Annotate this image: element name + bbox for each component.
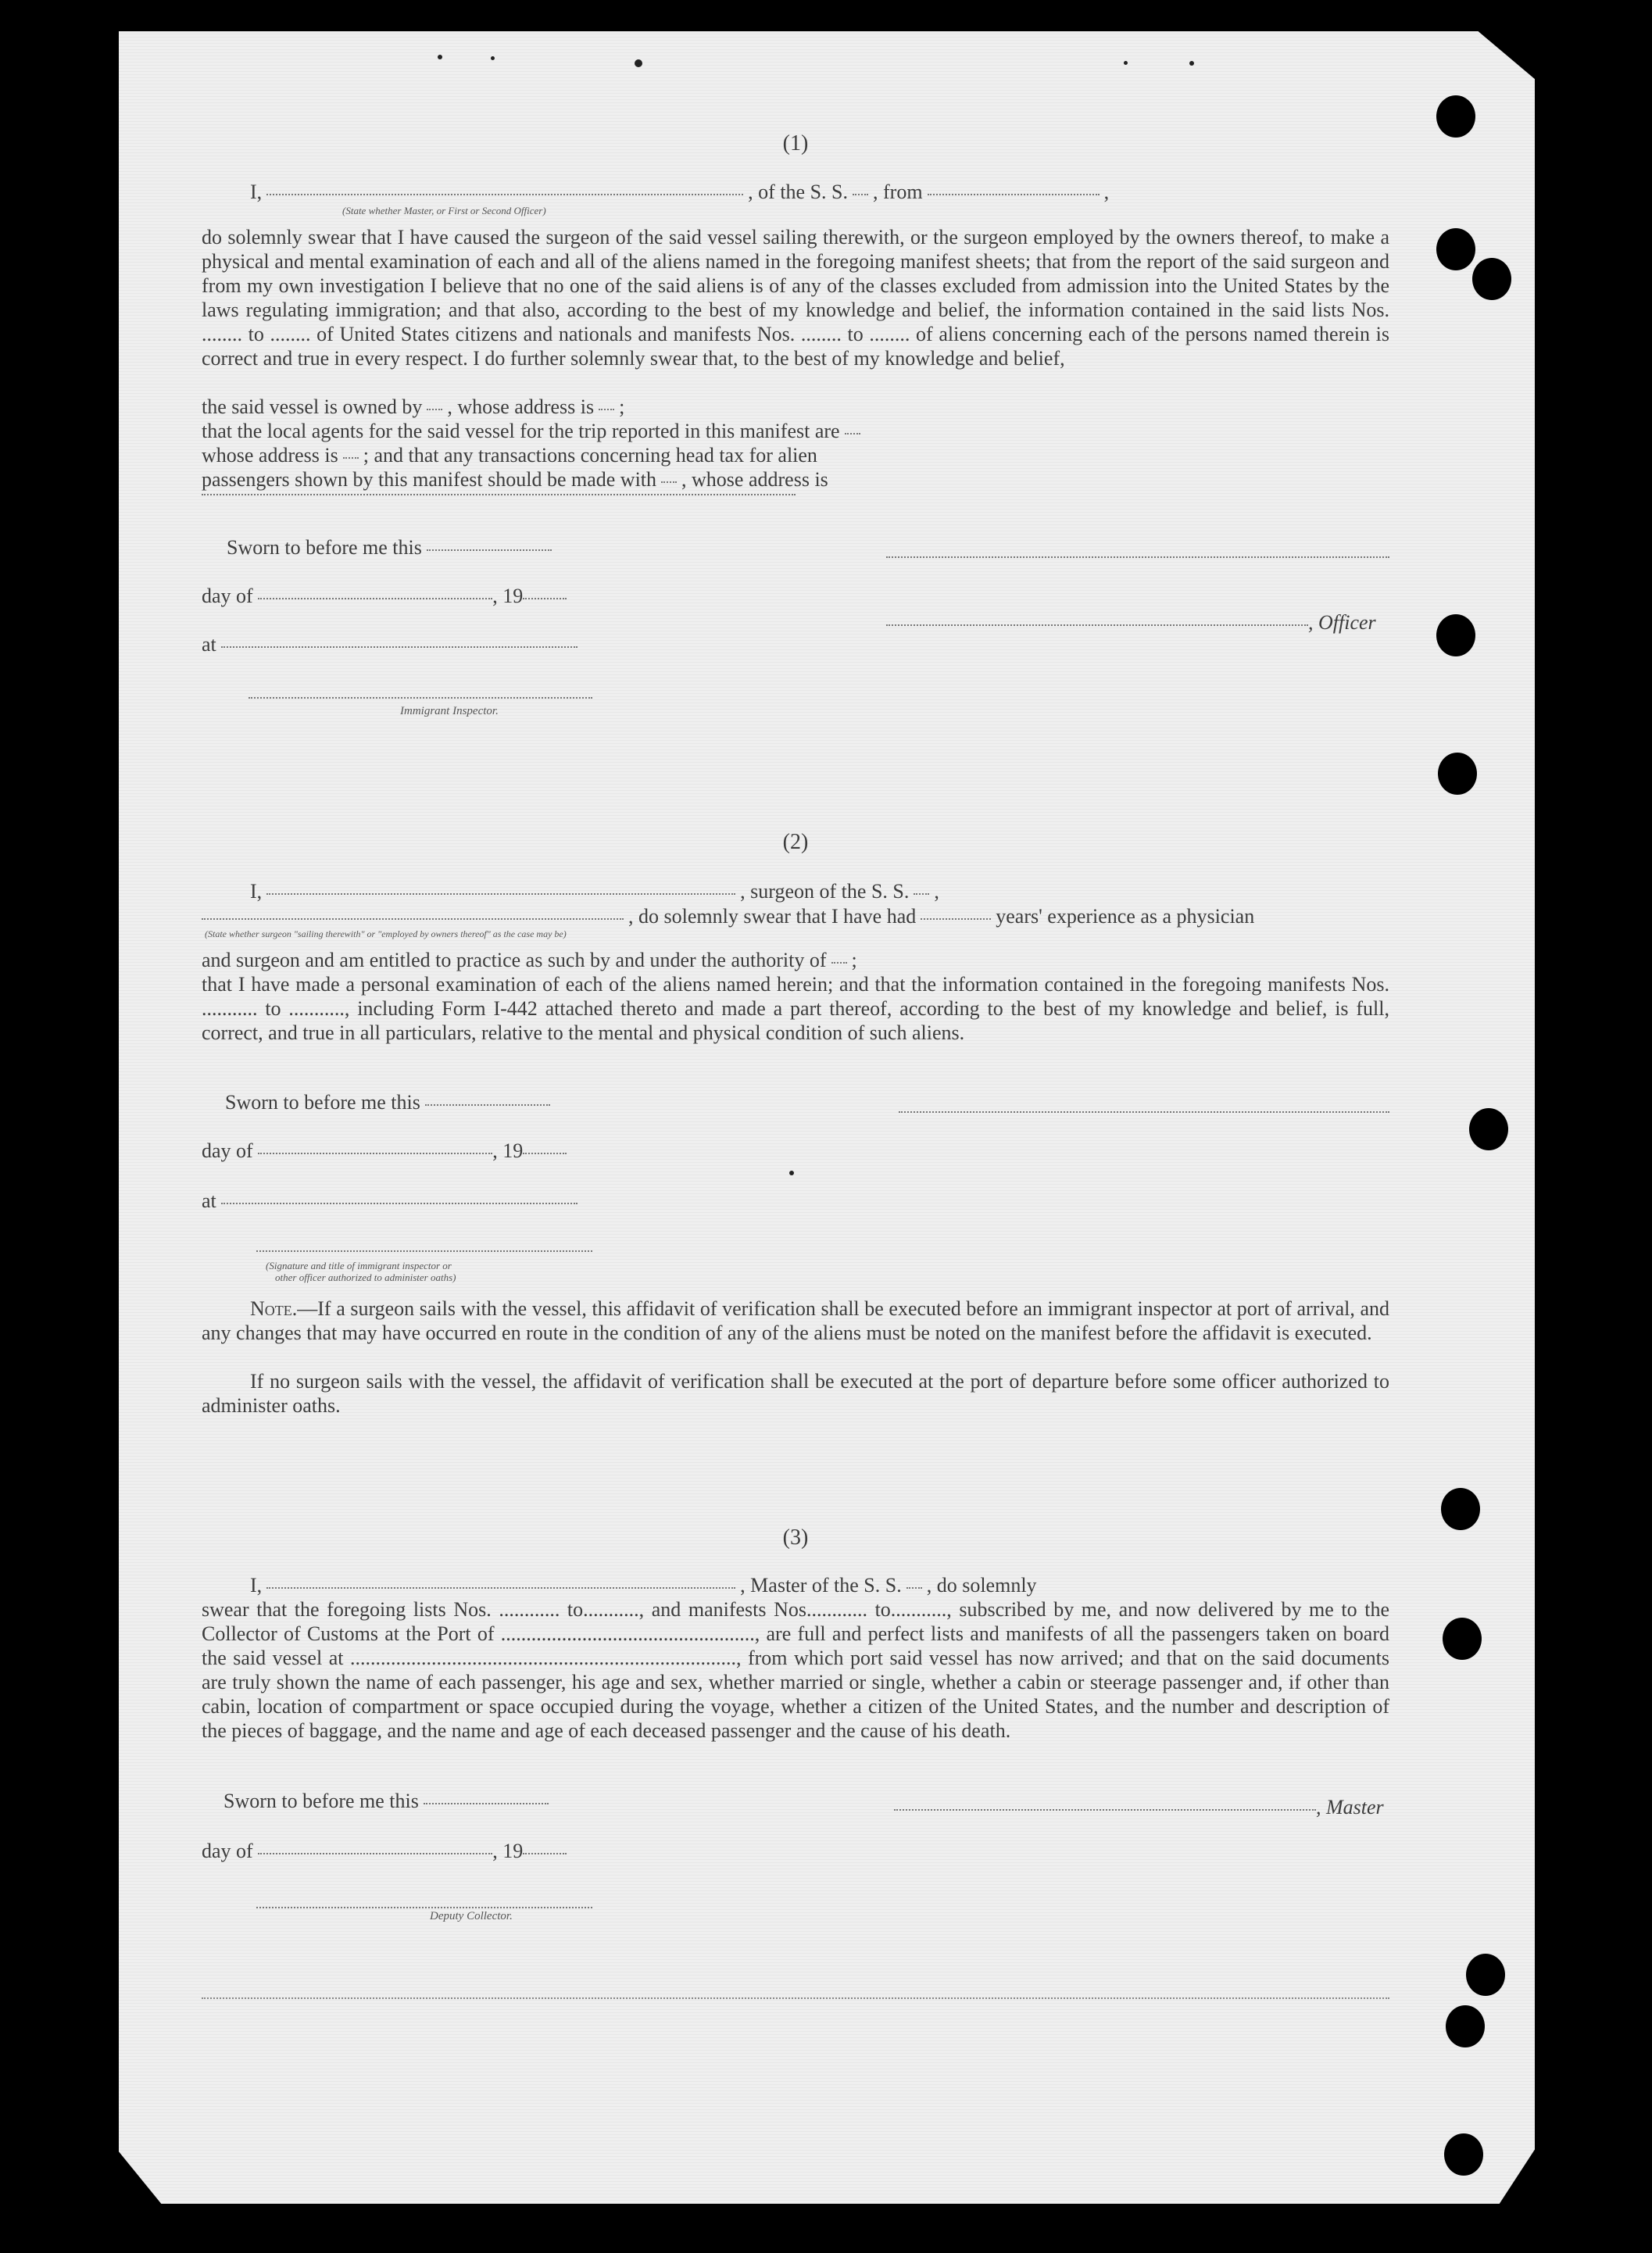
punch-hole xyxy=(1446,2005,1485,2047)
section-2-day: day of , 19 xyxy=(202,1139,567,1163)
officer-signature-line[interactable] xyxy=(886,556,1389,558)
master-name-field[interactable] xyxy=(266,1587,735,1589)
departure-port-field[interactable] xyxy=(928,194,1100,195)
ink-speck xyxy=(789,1171,794,1175)
section-1-sworn: Sworn to before me this xyxy=(227,536,552,560)
sig-caption-line-1: (Signature and title of immigrant inspector or xyxy=(266,1260,452,1271)
master-signature-line[interactable] xyxy=(894,1809,1316,1811)
section-1-line-1: I, , of the S. S. , from , xyxy=(250,181,1110,203)
owner-field[interactable] xyxy=(427,409,442,410)
ink-speck xyxy=(491,56,495,60)
master-vessel-field[interactable] xyxy=(906,1587,922,1589)
punch-hole xyxy=(1472,258,1511,300)
punch-hole xyxy=(1436,95,1475,138)
section-1-body: do solemnly swear that I have caused the surgeon of the said vessel sailing therewith, or the surgeon employed by the owners thereof, to make a physical and mental examination of each and all of the aliens named in the foregoing manifest sheets; that from the report of the said surgeon and from my own investigation I believe that no one of the said aliens is of any of the classes excluded from admission into the United States by the laws regulating immigration; and that also, according to the best of my knowledge and belief, the information contained in the said lists Nos. ........ to ........ of United States citizens and nationals and manifests Nos. ........ to ........ of aliens concerning each of the persons named therein is correct and true in every respect. I do further solemnly swear that, to the best of my knowledge and belief, xyxy=(202,226,1389,370)
section-2-line-3: and surgeon and am entitled to practice as such by and under the authority of ; xyxy=(202,949,857,971)
section-1-day: day of , 19 xyxy=(202,585,567,608)
punch-hole xyxy=(1469,1108,1508,1150)
local-agents-field[interactable] xyxy=(845,433,860,435)
section-2-line-1: I, , surgeon of the S. S. , xyxy=(250,880,939,903)
vessel-name-field[interactable] xyxy=(853,194,868,195)
section-3-sworn: Sworn to before me this xyxy=(223,1790,549,1813)
section-1-officer: , Officer xyxy=(886,611,1376,635)
authorized-officer-signature-line[interactable] xyxy=(256,1250,592,1252)
section-2-sworn: Sworn to before me this xyxy=(225,1091,550,1114)
years-experience-field[interactable] xyxy=(921,918,991,920)
section-3-line-1: I, , Master of the S. S. , do solemnly xyxy=(250,1574,1037,1597)
owner-address-field[interactable] xyxy=(599,409,614,410)
section-1-whose-line: whose address is ; and that any transactions concerning head tax for alien xyxy=(202,444,817,467)
collector-signature-line[interactable] xyxy=(256,1907,592,1908)
section-1-at: at xyxy=(202,633,577,656)
sworn-month-field-3[interactable] xyxy=(258,1853,492,1854)
section-2-number: (2) xyxy=(782,830,809,854)
officer-name-line[interactable] xyxy=(886,624,1308,626)
agents-address-field[interactable] xyxy=(343,457,359,459)
ink-speck xyxy=(438,55,442,59)
sig-caption-line-2: other officer authorized to administer oaths) xyxy=(275,1271,456,1283)
sworn-year-field-3[interactable] xyxy=(523,1853,567,1854)
officer-rank-field[interactable] xyxy=(266,194,743,195)
ink-speck xyxy=(1189,61,1194,66)
section-3-number: (3) xyxy=(782,1525,809,1550)
section-1-rank-caption: (State whether Master, or First or Second Officer) xyxy=(342,205,546,216)
sworn-date-field-2[interactable] xyxy=(425,1104,550,1106)
punch-hole xyxy=(1444,2133,1483,2176)
sworn-year-field[interactable] xyxy=(523,598,567,599)
section-1-number: (1) xyxy=(782,131,809,156)
inspector-signature-line[interactable] xyxy=(249,697,592,699)
surgeon-vessel-field[interactable] xyxy=(914,893,929,895)
punch-hole xyxy=(1436,228,1475,270)
sworn-place-field[interactable] xyxy=(221,646,577,648)
punch-hole xyxy=(1443,1618,1482,1660)
sworn-date-field[interactable] xyxy=(427,549,552,551)
head-tax-address-field[interactable] xyxy=(202,494,796,495)
punch-hole xyxy=(1438,753,1477,795)
note-paragraph-2: If no surgeon sails with the vessel, the affidavit of verification shall be executed at the port of departure before some officer authorized to administer oaths. xyxy=(202,1370,1389,1417)
surgeon-status-field[interactable] xyxy=(202,918,624,920)
punch-hole xyxy=(1466,1954,1505,1996)
section-2-status-caption: (State whether surgeon "sailing therewith" or "employed by owners thereof" as the case may be) xyxy=(205,928,567,939)
ink-speck xyxy=(635,59,642,67)
inspector-caption: Immigrant Inspector. xyxy=(400,705,499,717)
section-2-body: that I have made a personal examination of each of the aliens named herein; and that the information contained in the foregoing manifests Nos. ........... to ..........., including Form I-442 attached thereto and made a part thereof, according to the best of my knowledge and belief, is full, correct, and true in all particulars, relative to the mental and physical condition of such aliens. xyxy=(202,973,1389,1044)
sworn-month-field[interactable] xyxy=(258,598,492,599)
section-3-day: day of , 19 xyxy=(202,1840,567,1863)
sworn-date-field-3[interactable] xyxy=(424,1803,549,1804)
punch-hole xyxy=(1436,614,1475,656)
section-2-line-2: , do solemnly swear that I have had years' experience as a physician xyxy=(202,904,1389,928)
sworn-year-field-2[interactable] xyxy=(523,1153,567,1154)
note-paragraph-1: Note.—If a surgeon sails with the vessel, this affidavit of verification shall be executed before an immigrant inspector at port of arrival, and any changes that may have occurred en route in the condition of any of the aliens must be noted on the manifest before the affidavit is executed. xyxy=(202,1297,1389,1344)
head-tax-party-field[interactable] xyxy=(661,481,677,483)
sworn-place-field-2[interactable] xyxy=(221,1203,577,1204)
punch-hole xyxy=(1441,1488,1480,1530)
practice-authority-field[interactable] xyxy=(831,962,847,964)
bottom-rule xyxy=(202,1997,1389,1999)
ink-speck xyxy=(1124,61,1128,65)
collector-caption: Deputy Collector. xyxy=(430,1910,513,1922)
section-1-agents-line: that the local agents for the said vessel for the trip reported in this manifest are xyxy=(202,419,1389,443)
section-3-master: , Master xyxy=(894,1796,1384,1819)
surgeon-signature-line[interactable] xyxy=(899,1111,1389,1113)
surgeon-name-field[interactable] xyxy=(266,893,735,895)
section-1-passengers-line: passengers shown by this manifest should be made with , whose address is xyxy=(202,468,828,491)
section-3-body: swear that the foregoing lists Nos. ............ to..........., and manifests Nos............ to..........., subscribed by me, and now delivered by me to the Collector of Customs at the Port of .................................................., are full and perfect lists and manifests of all the passengers taken on board the said vessel at ............................................................................, from which port said vessel has now arrived; and that on the said documents are truly shown the name of each passenger, his age and sex, whether married or single, whether a cabin or steerage passenger and, if other than cabin, location of compartment or space occupied during the voyage, whether a citizen of the United States, and the number and description of the pieces of baggage, and the name and age of each deceased passenger and the cause of his death. xyxy=(202,1598,1389,1742)
sworn-month-field-2[interactable] xyxy=(258,1153,492,1154)
section-2-at: at xyxy=(202,1189,577,1213)
section-1-owned-line: the said vessel is owned by , whose address is ; xyxy=(202,395,625,418)
